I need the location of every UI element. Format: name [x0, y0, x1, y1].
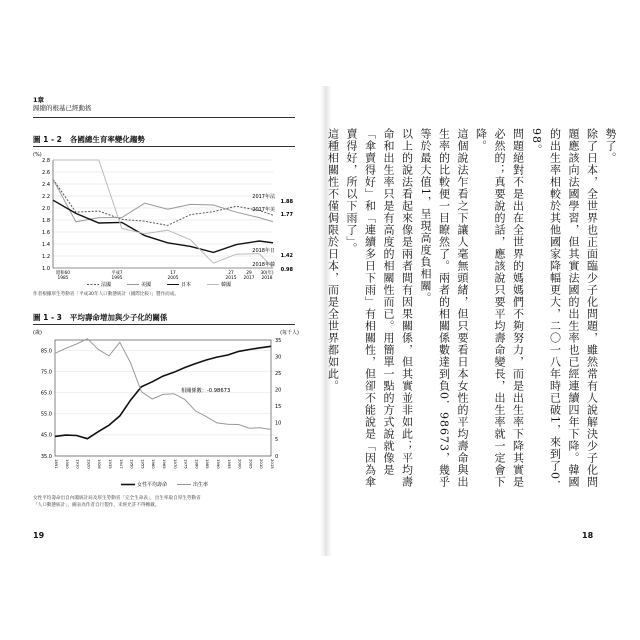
x-tick-label: 1926 [97, 459, 103, 469]
x-tick-label [56, 269, 70, 281]
end-label-value: 1.42 [280, 253, 293, 259]
correlation-annotation: 相關係數：-0.98673 [181, 388, 231, 394]
x-tick-label [244, 270, 255, 281]
x-tick-label: 2000 [237, 459, 243, 469]
x-tick-label: 1985 [205, 459, 211, 469]
y-tick-label: 2.2 [42, 193, 50, 200]
lifespan-birthrate-chart [31, 326, 301, 494]
figure-rule [33, 146, 295, 147]
page-number-right: 18 [582, 531, 594, 540]
y-tick-label-right: 15 [275, 404, 282, 411]
figure-title-text: 各國總生育率變化趨勢 [69, 135, 145, 144]
paragraph: 問題絕對不是出在全世界的媽媽們不夠努力，而是出生率下降其實是必然的；真要說的話，應該說只要平均壽命變長，出生率就一定會下降。 [474, 128, 525, 488]
series-line-韓國 [53, 160, 273, 268]
x-tick-label-line: 平成7 [111, 271, 123, 276]
x-tick-label-line: 2015 [225, 276, 237, 281]
figure-label: 圖 1 - 3 [33, 313, 62, 322]
y-tick-label-right: 0 [275, 453, 279, 460]
y-tick-label-right: 30 [275, 354, 282, 361]
chapter-title: 歸縮的根基已經動搖 [33, 104, 92, 112]
x-tick-label: 1955 [140, 459, 146, 469]
end-label-year: 2018年日 [252, 248, 275, 254]
x-tick-label: 1980 [194, 459, 200, 469]
x-tick-label: 2005 [248, 459, 254, 469]
x-tick-label: 1970 [172, 459, 178, 469]
x-tick-label [260, 269, 273, 281]
note-line: 女性平均壽命出自內閣統計局及厚生勞動省「完全生命表」，出生率取自厚生勞動省 [33, 496, 201, 501]
chapter-header [33, 96, 92, 112]
x-tick-label: 1920 [86, 459, 92, 469]
legend-label: 韓國 [221, 282, 232, 288]
x-tick-label [111, 269, 123, 281]
y-tick-label: 1.8 [42, 217, 50, 224]
x-tick-label-line: 2018 [261, 276, 273, 281]
figure-1-2-title [33, 134, 145, 145]
y-tick-label: 2.8 [42, 157, 50, 164]
end-label-value: 1.77 [280, 212, 293, 218]
x-tick-label: 2010 [259, 459, 265, 469]
legend-label: 法國 [101, 282, 112, 288]
x-tick-label: 1965 [162, 459, 167, 469]
x-tick-label: 2015 [270, 459, 275, 469]
figure-label: 圖 1 - 2 [33, 135, 62, 144]
y-tick-label-right: 20 [275, 387, 282, 394]
figure-title-text: 平均壽命增加與少子化的關係 [69, 313, 168, 322]
header-rule [33, 117, 295, 118]
x-tick-label-line: 2005 [167, 276, 179, 281]
x-tick-label [168, 270, 179, 281]
y-tick-label: 1.2 [42, 253, 50, 260]
y-tick-label: 1.0 [42, 265, 50, 272]
y-tick-label-right: 5 [275, 437, 279, 444]
paragraph: 以上的說法看起來像是兩者間有因果關係，但其實並非如此；平均壽命和出生率只是有高度的相關性而已。用簡單一點的方式說就像是「傘賣得好」和「連續多日下雨」有相關性，但卻不能說是「因為傘賣得好，所以下雨了」。 [345, 128, 414, 488]
y-tick-label: 2.4 [42, 181, 50, 188]
figure-1-3-title [33, 312, 167, 323]
x-tick-label-line: 27 [228, 271, 234, 276]
note-line: 「人口動態統計」，圖表為作者自行製作，未經允許不得轉載。 [33, 502, 160, 508]
x-tick-label: 1990 [216, 459, 221, 469]
x-tick-label-line: 2017 [243, 276, 255, 281]
end-label-year: 2017年法 [252, 194, 275, 200]
end-label-value: 1.88 [280, 199, 293, 205]
x-tick-label-line: 1995 [111, 276, 123, 281]
paragraph: 除了日本，全世界也正面臨少子化問題，雖然常有人說解決少子化問題應該向法國學習，但其實法國的出生率也已經連續四年下降。韓國的出生率相較於其他國家降幅更大，二〇一八年時已破1，來到了0．98。 [530, 128, 599, 492]
figure-1-2-note: 作者根據厚生勞動省「平成30年人口動態統計（國際比較）」製作而成。 [33, 292, 179, 297]
y-tick-label: 1.6 [42, 229, 50, 236]
x-tick-label-line: 30(年) [260, 271, 274, 276]
x-tick-label-line: 昭和60 [55, 271, 71, 276]
paragraph: 這種相關性不僅侷限於日本，而是全世界都如此。 [326, 128, 340, 392]
figure-rule [33, 324, 295, 325]
y-axis-unit: (%) [33, 152, 42, 158]
y-tick-label-left: 75.0 [40, 369, 52, 376]
x-tick-label: 1935 [108, 459, 113, 469]
paragraph: 勢了。 [604, 128, 617, 164]
x-tick-label-line: 1985 [57, 276, 69, 281]
y-tick-label-left: 35.0 [40, 453, 52, 460]
series-line-法國 [53, 179, 273, 225]
legend-label: 女性平均壽命 [137, 482, 168, 488]
end-label-year: 2018年韓 [252, 262, 275, 268]
y-tick-label-left: 65.0 [40, 390, 52, 397]
y-tick-label-right: 35 [275, 337, 282, 344]
series-line-美國 [53, 179, 273, 222]
x-tick-label: 1910 [75, 459, 81, 469]
series-line-出生率 [55, 339, 271, 430]
x-tick-label: 1891 [54, 459, 59, 469]
end-label-value: 0.98 [280, 267, 293, 273]
y-tick-label: 1.4 [42, 241, 50, 248]
x-tick-label: 1900 [64, 459, 70, 469]
body-text [326, 128, 619, 498]
chapter-number: 1章 [33, 96, 45, 104]
x-tick-label: 1950 [129, 459, 135, 469]
legend-label: 出生率 [193, 482, 209, 488]
x-tick-label-line: 29 [246, 271, 252, 276]
y-tick-label-left: 55.0 [40, 411, 52, 418]
x-tick-label: 1960 [151, 459, 157, 469]
y-tick-label-left: 85.0 [40, 348, 52, 355]
figure-1-3-note [33, 496, 201, 509]
fertility-rate-chart [31, 148, 301, 290]
y-tick-label: 2.0 [42, 205, 50, 212]
y-axis-unit-right: (每千人) [280, 330, 299, 336]
end-label-year: 2017年美 [252, 207, 275, 213]
x-tick-label-line: 17 [170, 271, 176, 276]
y-tick-label: 2.6 [42, 169, 50, 176]
book-spread [27, 86, 615, 556]
y-axis-unit-left: (歲) [33, 330, 42, 336]
legend-label: 美國 [141, 282, 152, 288]
x-tick-label: 1975 [183, 459, 189, 469]
x-tick-label [226, 270, 237, 281]
x-tick-label: 1947 [118, 459, 124, 469]
paragraph: 這個說法乍看之下讓人毫無頭緒，但只要看日本女性的平均壽命與出生率的比較便一目瞭然了。兩者的相關係數達到負0．98673，幾乎等於最大值1，呈現高度負相關。 [419, 128, 469, 488]
y-tick-label-right: 25 [275, 370, 282, 377]
y-tick-label-right: 10 [275, 420, 282, 427]
x-tick-label: 1995 [226, 459, 232, 469]
legend-label: 日本 [181, 282, 192, 288]
y-tick-label-left: 45.0 [40, 432, 52, 439]
page-number-left: 19 [33, 531, 45, 540]
